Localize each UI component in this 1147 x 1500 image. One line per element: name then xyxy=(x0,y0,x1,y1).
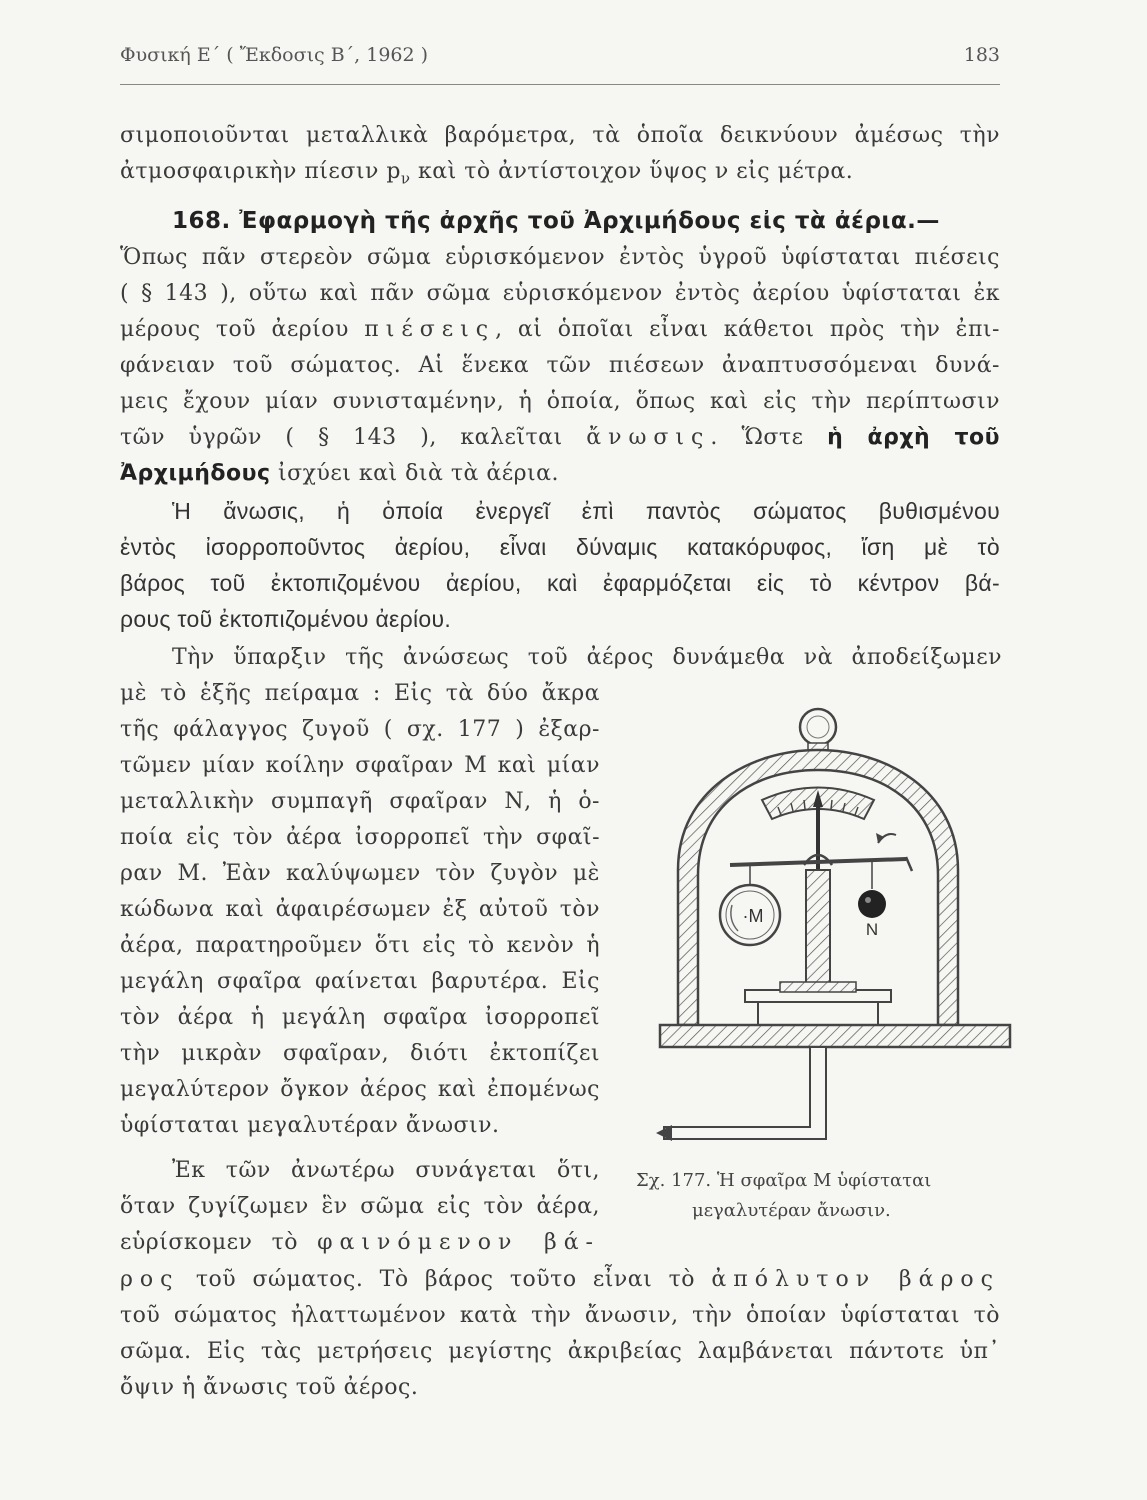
text-line: σῶμα. Εἰς τὰς μετρήσεις μεγίστης ἀκριβείας λαμβάνεται πάντοτε ὑπ᾽ xyxy=(120,1339,1000,1364)
text-line: ποία εἰς τὸν ἀέρα ἰσορροπεῖ τὴν σφαῖ- xyxy=(120,825,600,850)
caption-line: μεγαλυτέραν ἄνωσιν. xyxy=(692,1200,891,1221)
text-line: κώδωνα καὶ ἀφαιρέσωμεν ἐξ αὐτοῦ τὸν xyxy=(120,897,600,922)
spaced-term: ρος xyxy=(120,1267,180,1292)
text-line: μὲ τὸ ἑξῆς πείραμα : Εἰς τὰ δύο ἄκρα xyxy=(120,681,600,706)
running-title: Φυσική Ε΄ ( Ἔκδοσις Β΄, 1962 ) xyxy=(120,44,429,66)
section-title: Ἐφαρμογὴ τῆς ἀρχῆς τοῦ Ἀρχιμήδους εἰς τὰ ἀέρια.— xyxy=(230,208,940,234)
spaced-term: πιέσεις xyxy=(364,317,496,342)
text-line: Ὅπως πᾶν στερεὸν σῶμα εὑρισκόμενον ἐντὸς ὑγροῦ ὑφίσταται πιέσεις xyxy=(120,245,1000,270)
page-number: 183 xyxy=(963,44,1000,66)
text-line: μέρους τοῦ ἀερίου πιέσεις, αἱ ὁποῖαι εἶναι κάθετοι πρὸς τὴν ἐπι- xyxy=(120,317,1000,342)
header-rule xyxy=(120,84,1000,85)
section-heading xyxy=(172,203,1002,239)
text-line: Ἡ ἄνωσις, ἡ ὁποία ἐνεργεῖ ἐπὶ παντὸς σώματος βυθισμένου xyxy=(172,498,1000,524)
caption-line: Σχ. 177. Ἡ σφαῖρα Μ ὑφίσταται xyxy=(636,1170,932,1191)
text-line: ἐντὸς ἰσορροποῦντος ἀερίου, εἶναι δύναμις κατακόρυφος, ἴση μὲ τὸ xyxy=(120,534,1000,560)
figure-caption xyxy=(636,1166,1016,1226)
text-line: ἀέρα, παρατηροῦμεν ὅτι εἰς τὸ κενὸν ἡ xyxy=(120,933,600,958)
subscript: ν xyxy=(400,169,411,188)
spaced-term: φαινόμενον βά- xyxy=(317,1230,600,1255)
bold-term: Ἀρχιμήδους xyxy=(120,461,271,486)
vacuum-pipe xyxy=(664,1047,826,1139)
text-line: σιμοποιοῦνται μεταλλικὰ βαρόμετρα, τὰ ὁποῖα δεικνύουν ἀμέσως τὴν xyxy=(120,123,1000,148)
text-line: μεταλλικὴν συμπαγῆ σφαῖραν Ν, ἡ ὁ- xyxy=(120,789,600,814)
text-line: μεγαλύτερον ὄγκον ἀέρος καὶ ἐπομένως xyxy=(120,1077,600,1102)
bold-term: ἡ ἀρχὴ τοῦ xyxy=(827,425,1000,450)
spaced-term: ἄνωσις xyxy=(586,425,711,450)
text-line: βάρος τοῦ ἐκτοπιζομένου ἀερίου, καὶ ἐφαρμόζεται εἰς τὸ κέντρον βά- xyxy=(120,570,1000,596)
text-line: μεγάλη σφαῖρα φαίνεται βαρυτέρα. Εἰς xyxy=(120,969,600,994)
text-line: ὑφίσταται μεγαλυτέραν ἄνωσιν. xyxy=(120,1113,500,1138)
text-line: φάνειαν τοῦ σώματος. Αἱ ἕνεκα τῶν πιέσεων ἀναπτυσσόμεναι δυνά- xyxy=(120,353,1000,378)
text-line: τῶν ὑγρῶν ( § 143 ), καλεῖται ἄνωσις. Ὥστε ἡ ἀρχὴ τοῦ xyxy=(120,425,1000,450)
text-line: Ἐκ τῶν ἀνωτέρω συνάγεται ὅτι, xyxy=(172,1158,600,1183)
base-plate xyxy=(660,1025,1010,1047)
spaced-term: ἀπόλυτον βάρος xyxy=(711,1267,1000,1292)
experiment-paragraph xyxy=(120,676,600,1144)
text-line: τὸν ἀέρα ἡ μεγάλη σφαῖρα ἰσορροπεῖ xyxy=(120,1005,600,1030)
solid-sphere-n xyxy=(858,890,886,918)
text-line: μεις ἔχουν μίαν συνισταμένην, ἡ ὁποία, ὅπως καὶ εἰς τὴν περίπτωσιν xyxy=(120,389,1000,414)
conclusion-paragraph-bottom xyxy=(120,1262,1000,1406)
text-line: τὴν μικρὰν σφαῖραν, διότι ἐκτοπίζει xyxy=(120,1041,600,1066)
balance-column xyxy=(806,870,830,990)
text-line: ἀτμοσφαιρικὴν πίεσιν $p_\nu$ καὶ τὸ ἀντίστοιχον ὕψος ν εἰς μέτρα. xyxy=(120,159,854,188)
text-line: ραν Μ. Ἐὰν καλύψωμεν τὸν ζυγὸν μὲ xyxy=(120,861,600,886)
text-line: ὅταν ζυγίζωμεν ἓν σῶμα εἰς τὸν ἀέρα, xyxy=(120,1194,600,1219)
label-m: ·M xyxy=(742,906,764,926)
text-line: ὄψιν ἡ ἄνωσις τοῦ ἀέρος. xyxy=(120,1375,419,1400)
bell-jar-balance-illustration xyxy=(650,695,1030,1165)
text-line: ρους τοῦ ἐκτοπιζομένου ἀερίου. xyxy=(120,606,452,632)
intro-paragraph xyxy=(120,118,1000,196)
text-line: Ἀρχιμήδους ἰσχύει καὶ διὰ τὰ ἀέρια. xyxy=(120,461,560,486)
principle-paragraph xyxy=(120,493,1000,637)
conclusion-paragraph-top xyxy=(120,1153,600,1261)
text-line: ρος τοῦ σώματος. Τὸ βάρος τοῦτο εἶναι τὸ ἀπόλυτον βάρος xyxy=(120,1267,1000,1292)
running-header xyxy=(120,44,1000,74)
text-line: ( § 143 ), οὕτω καὶ πᾶν σῶμα εὑρισκόμενον ἐντὸς ἀερίου ὑφίσταται ἐκ xyxy=(120,281,1000,306)
section-number: 168. xyxy=(172,208,231,234)
bell-knob xyxy=(800,709,836,745)
text-line: Τὴν ὕπαρξιν τῆς ἀνώσεως τοῦ ἀέρος δυνάμεθα νὰ ἀποδείξωμεν xyxy=(172,645,1002,670)
experiment-first-line xyxy=(172,640,1002,676)
figure-177 xyxy=(650,695,1030,1165)
text-line: τοῦ σώματος ἠλαττωμένον κατὰ τὴν ἄνωσιν, τὴν ὁποίαν ὑφίσταται τὸ xyxy=(120,1303,1000,1328)
label-n: N xyxy=(865,920,879,939)
text-line: τῆς φάλαγγος ζυγοῦ ( σχ. 177 ) ἐξαρ- xyxy=(120,717,600,742)
section-body xyxy=(120,240,1000,492)
text-line: τῶμεν μίαν κοίλην σφαῖραν Μ καὶ μίαν xyxy=(120,753,600,778)
text-line: εὑρίσκομεν τὸ φαινόμενον βά- xyxy=(120,1230,600,1255)
